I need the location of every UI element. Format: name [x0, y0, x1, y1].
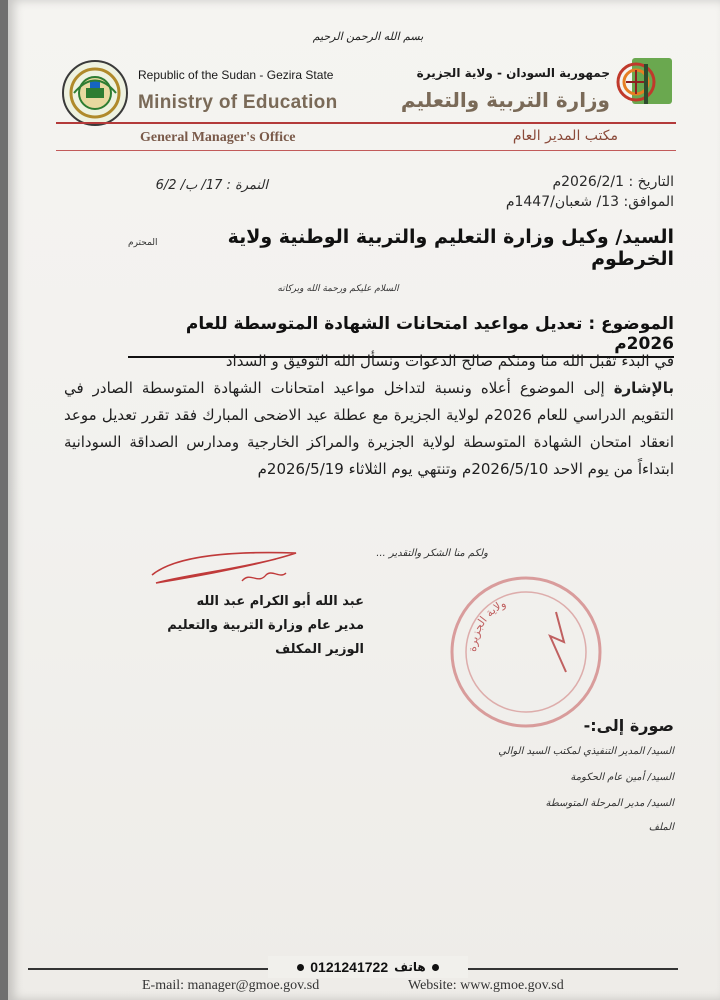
stamp-text: ولاية الجزيرة: [465, 596, 508, 653]
body-main: إلى الموضوع أعلاه ونسبة لتداخل مواعيد امتحانات الشهادة المتوسطة الصادر في التقويم الدراسي للعام 2026م لولاية الجزيرة مع عطلة عيد الاضحى المبارك فقد تقرر تعديل موعد انعقاد امتحان الشهادة المتوسطة لولاية الجزيرة والمراكز الخارجية ومدارس الصداقة السودانية ابتداءاً من يوم الاحد 2026/5/10م وتنتهي يوم الثلاثاء 2026/5/19م: [64, 379, 674, 478]
subject-line: الموضوع : تعديل مواعيد امتحانات الشهادة المتوسطة للعام 2026م: [128, 314, 674, 358]
letter-page: [8, 0, 720, 1000]
english-office-label: General Manager's Office: [140, 130, 296, 145]
reference-number: النمرة : 17/ ب/ 6/2: [155, 178, 268, 193]
hijri-date: الموافق: 13/ شعبان/1447م: [505, 194, 674, 210]
gregorian-date: التاريخ : 2026/2/1م: [552, 174, 674, 190]
copy-recipient: السيد/ أمين عام الحكومة: [570, 772, 674, 783]
state-emblem-icon: [614, 52, 674, 112]
office-divider: [56, 150, 676, 151]
ministry-logo-icon: [60, 58, 130, 128]
body-reference-word: بالإشارة: [613, 379, 674, 397]
basmala: بسم الله الرحمن الرحيم: [312, 30, 424, 43]
footer-email: E-mail: manager@gmoe.gov.sd: [142, 978, 320, 993]
footer-phone-block: [268, 956, 468, 978]
signatory-title: مدير عام وزارة التربية والتعليم: [167, 618, 364, 633]
copies-title: صورة إلى:-: [583, 716, 674, 735]
copy-recipient: السيد/ مدير المرحلة المتوسطة: [545, 798, 674, 809]
arabic-ministry-title: وزارة التربية والتعليم: [400, 88, 610, 112]
arabic-office-label: مكتب المدير العام: [512, 128, 618, 144]
official-stamp: [446, 572, 606, 732]
copy-recipient: السيد/ المدير التنفيذي لمكتب السيد الوالي: [498, 746, 674, 757]
header-divider: [56, 122, 676, 124]
greeting: السلام عليكم ورحمة الله وبركاته: [277, 284, 399, 294]
footer-website: Website: www.gmoe.gov.sd: [408, 978, 564, 993]
copy-recipient: الملف: [648, 822, 674, 833]
footer-phone-number: 0121241722: [310, 959, 389, 975]
bullet-icon: [297, 964, 304, 971]
signatory-role: الوزير المكلف: [275, 642, 364, 657]
body-opening: في البدء تقبل الله منا ومنكم صالح الدعوات ونسأل الله التوفيق و السداد: [225, 352, 674, 370]
english-republic-label: Republic of the Sudan - Gezira State: [138, 68, 334, 82]
english-ministry-title: Ministry of Education: [138, 92, 338, 113]
signatory-name: عبد الله أبو الكرام عبد الله: [196, 594, 364, 609]
signature-block: [118, 590, 364, 662]
addressee: السيد/ وكيل وزارة التعليم والتربية الوطنية ولاية الخرطوم: [227, 226, 674, 270]
letter-body: [64, 348, 674, 483]
footer-phone-label: هاتف: [394, 960, 426, 974]
honorific: المحترم: [128, 238, 158, 248]
handwritten-signature: [146, 545, 306, 589]
arabic-republic-label: جمهورية السودان - ولاية الجزيرة: [416, 66, 610, 80]
closing-thanks: ولكم منا الشكر والتقدير ...: [376, 548, 488, 559]
bullet-icon: [432, 964, 439, 971]
